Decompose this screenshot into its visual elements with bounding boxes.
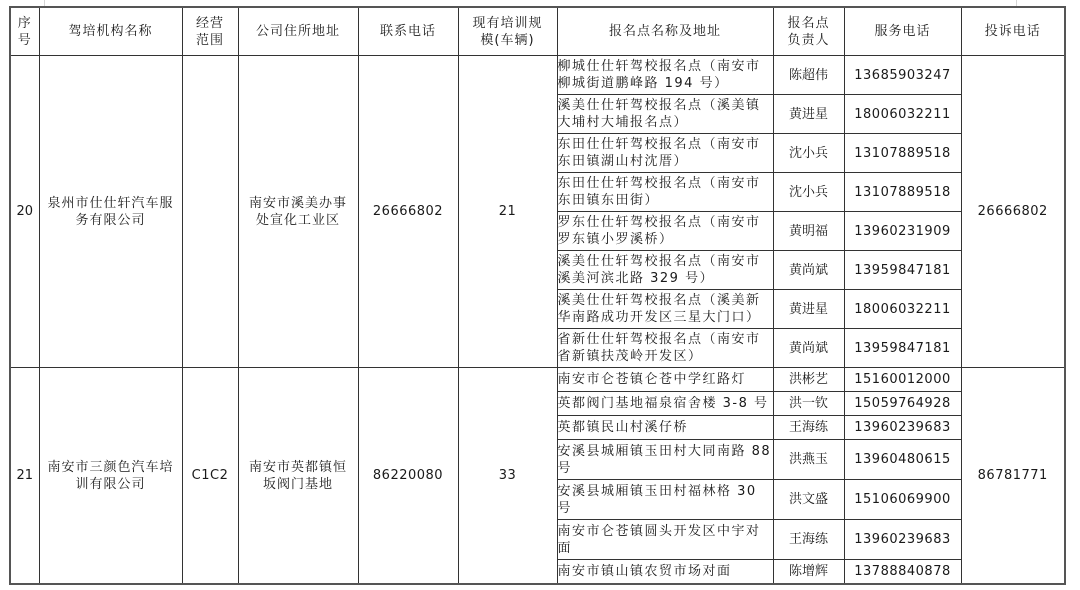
cell-leader: 黄尚斌	[773, 329, 844, 368]
cell-leader: 洪文盛	[773, 480, 844, 520]
cell-complaint-phone: 26666802	[961, 56, 1065, 368]
cell-service-phone: 13960239683	[844, 520, 961, 560]
table-row	[10, 368, 1065, 392]
cell-service-phone: 13685903247	[844, 56, 961, 95]
cell-company-address: 南安市溪美办事处宣化工业区	[238, 56, 358, 368]
cell-site: 南安市仑苍镇仑苍中学红路灯	[557, 368, 773, 392]
cell-service-phone: 18006032211	[844, 290, 961, 329]
cell-leader: 陈超伟	[773, 56, 844, 95]
cell-leader: 黄进星	[773, 95, 844, 134]
cell-scope: C1C2	[182, 368, 238, 585]
cell-site: 溪美仕仕轩驾校报名点（溪美新华南路成功开发区三星大门口）	[557, 290, 773, 329]
cell-contact-phone: 86220080	[358, 368, 458, 585]
header-company-address: 公司住所地址	[238, 7, 358, 56]
header-school-name: 驾培机构名称	[39, 7, 182, 56]
cell-site: 安溪县城厢镇玉田村福林格 30 号	[557, 480, 773, 520]
cell-site: 东田仕仕轩驾校报名点（南安市东田镇东田街）	[557, 173, 773, 212]
header-registration-site: 报名点名称及地址	[557, 7, 773, 56]
cell-training-scale: 33	[458, 368, 557, 585]
cell-leader: 王海练	[773, 520, 844, 560]
cell-leader: 陈增辉	[773, 560, 844, 585]
cell-service-phone: 13960231909	[844, 212, 961, 251]
header-seq-line2: 号	[17, 32, 32, 48]
cell-contact-phone: 26666802	[358, 56, 458, 368]
cell-service-phone: 13107889518	[844, 173, 961, 212]
cell-service-phone: 15160012000	[844, 368, 961, 392]
cell-service-phone: 13960480615	[844, 440, 961, 480]
cell-service-phone: 13960239683	[844, 416, 961, 440]
cell-site: 省新仕仕轩驾校报名点（南安市省新镇扶茂岭开发区）	[557, 329, 773, 368]
cell-site: 东田仕仕轩驾校报名点（南安市东田镇湖山村沈厝）	[557, 134, 773, 173]
header-scale-line1: 现有培训规	[472, 15, 543, 31]
cell-site: 罗东仕仕轩驾校报名点（南安市罗东镇小罗溪桥）	[557, 212, 773, 251]
header-contact-phone: 联系电话	[358, 7, 458, 56]
header-scope-line1: 经营	[195, 15, 224, 31]
cell-service-phone: 15059764928	[844, 392, 961, 416]
cell-site: 安溪县城厢镇玉田村大同南路 88 号	[557, 440, 773, 480]
cell-school-name: 泉州市仕仕轩汽车服务有限公司	[39, 56, 182, 368]
cell-scope	[182, 56, 238, 368]
cell-leader: 洪燕玉	[773, 440, 844, 480]
cell-training-scale: 21	[458, 56, 557, 368]
cell-seq: 20	[10, 56, 39, 368]
header-scope-line2: 范围	[195, 32, 224, 48]
cell-site: 英都阀门基地福泉宿舍楼 3-8 号	[557, 392, 773, 416]
cell-leader: 洪彬艺	[773, 368, 844, 392]
cell-service-phone: 18006032211	[844, 95, 961, 134]
cell-service-phone: 13107889518	[844, 134, 961, 173]
header-scope	[182, 7, 238, 56]
cell-site: 英都镇民山村溪仔桥	[557, 416, 773, 440]
cell-site: 溪美仕仕轩驾校报名点（南安市溪美河滨北路 329 号）	[557, 251, 773, 290]
header-complaint-phone: 投诉电话	[961, 7, 1065, 56]
cell-leader: 沈小兵	[773, 173, 844, 212]
cell-site: 南安市镇山镇农贸市场对面	[557, 560, 773, 585]
cell-leader: 沈小兵	[773, 134, 844, 173]
header-training-scale	[458, 7, 557, 56]
cell-leader: 黄明福	[773, 212, 844, 251]
cell-site: 南安市仑苍镇圆头开发区中宇对面	[557, 520, 773, 560]
cell-leader: 洪一钦	[773, 392, 844, 416]
driving-school-registry-table	[9, 6, 1066, 585]
cell-service-phone: 15106069900	[844, 480, 961, 520]
header-leader-line1: 报名点	[787, 15, 830, 31]
cell-leader: 王海练	[773, 416, 844, 440]
cell-service-phone: 13788840878	[844, 560, 961, 585]
cell-company-address: 南安市英都镇恒坂阀门基地	[238, 368, 358, 585]
cell-leader: 黄尚斌	[773, 251, 844, 290]
cell-service-phone: 13959847181	[844, 329, 961, 368]
cell-site: 柳城仕仕轩驾校报名点（南安市柳城街道鹏峰路 194 号）	[557, 56, 773, 95]
cell-site: 溪美仕仕轩驾校报名点（溪美镇大埔村大埔报名点）	[557, 95, 773, 134]
table-row	[10, 56, 1065, 95]
cell-service-phone: 13959847181	[844, 251, 961, 290]
cell-seq: 21	[10, 368, 39, 585]
header-site-leader	[773, 7, 844, 56]
header-leader-line2: 负责人	[787, 32, 830, 48]
header-seq-line1: 序	[17, 15, 32, 31]
header-row	[10, 7, 1065, 56]
cell-complaint-phone: 86781771	[961, 368, 1065, 585]
cell-school-name: 南安市三颜色汽车培训有限公司	[39, 368, 182, 585]
header-scale-line2: 模(车辆)	[480, 32, 535, 48]
header-seq	[10, 7, 39, 56]
cell-leader: 黄进星	[773, 290, 844, 329]
header-service-phone: 服务电话	[844, 7, 961, 56]
